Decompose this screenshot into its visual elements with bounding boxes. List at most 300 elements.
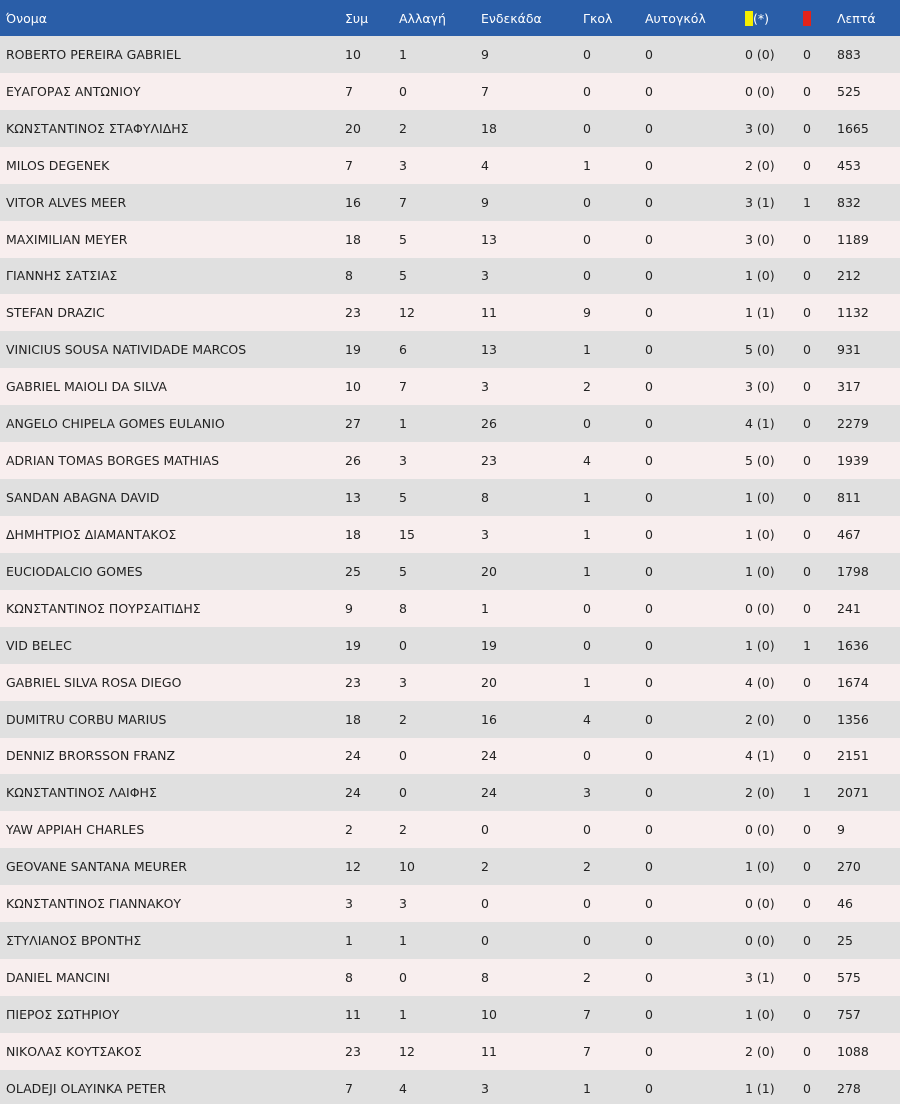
table-row xyxy=(0,590,900,627)
red-cards-cell: 0 xyxy=(803,157,811,173)
sub-cell: 12 xyxy=(399,305,415,321)
yellow-cards-cell: 1 (0) xyxy=(745,563,775,579)
goals-cell: 9 xyxy=(583,305,591,321)
own-goals-cell: 0 xyxy=(645,748,653,764)
table-row xyxy=(0,147,900,184)
minutes-cell: 811 xyxy=(837,490,861,506)
minutes-cell: 1189 xyxy=(837,231,869,247)
col-header-starts[interactable]: Ενδεκάδα xyxy=(481,10,542,26)
apps-cell: 8 xyxy=(345,970,353,985)
apps-cell: 27 xyxy=(345,416,361,432)
apps-cell: 8 xyxy=(345,268,353,284)
red-cards-cell: 0 xyxy=(803,526,811,542)
red-cards-cell: 0 xyxy=(803,563,811,579)
goals-cell: 3 xyxy=(583,785,591,801)
own-goals-cell: 0 xyxy=(645,46,653,62)
table-row xyxy=(0,221,900,258)
player-name-cell[interactable]: EUCIODALCIO GOMES xyxy=(6,563,143,579)
red-cards-cell: 0 xyxy=(803,46,811,62)
sub-cell: 1 xyxy=(399,46,407,62)
starts-cell: 3 xyxy=(481,526,489,542)
starts-cell: 4 xyxy=(481,157,489,173)
yellow-cards-cell: 1 (0) xyxy=(745,490,775,506)
goals-cell: 1 xyxy=(583,342,591,358)
red-cards-cell: 0 xyxy=(803,748,811,764)
player-name-cell[interactable]: SANDAN ABAGNA DAVID xyxy=(6,490,160,506)
goals-cell: 0 xyxy=(583,46,591,62)
red-cards-cell: 0 xyxy=(803,342,811,358)
apps-cell: 10 xyxy=(345,46,361,62)
apps-cell: 19 xyxy=(345,342,361,358)
goals-cell: 4 xyxy=(583,711,591,727)
sub-cell: 5 xyxy=(399,563,407,579)
starts-cell: 11 xyxy=(481,1043,497,1059)
sub-cell: 0 xyxy=(399,637,407,653)
player-name-cell[interactable]: ADRIAN TOMAS BORGES MATHIAS xyxy=(6,453,220,469)
own-goals-cell: 0 xyxy=(645,305,653,321)
goals-cell: 2 xyxy=(583,970,591,985)
sub-cell: 0 xyxy=(399,748,407,764)
player-name-cell[interactable]: ROBERTO PEREIRA GABRIEL xyxy=(6,46,181,62)
minutes-cell: 1798 xyxy=(837,563,869,579)
goals-cell: 7 xyxy=(583,1043,591,1059)
starts-cell: 2 xyxy=(481,859,489,875)
goals-cell: 1 xyxy=(583,674,591,690)
red-cards-cell: 0 xyxy=(803,1006,811,1022)
apps-cell: 18 xyxy=(345,526,361,542)
table-row xyxy=(0,442,900,479)
apps-cell: 20 xyxy=(345,120,361,136)
sub-cell: 1 xyxy=(399,933,407,949)
apps-cell: 19 xyxy=(345,637,361,653)
sub-cell: 15 xyxy=(399,526,415,542)
apps-cell: 24 xyxy=(345,785,361,801)
yellow-cards-cell: 3 (1) xyxy=(745,194,775,210)
own-goals-cell: 0 xyxy=(645,822,653,838)
sub-cell: 2 xyxy=(399,711,407,727)
sub-cell: 10 xyxy=(399,859,415,875)
yellow-cards-cell: 0 (0) xyxy=(745,822,775,838)
own-goals-cell: 0 xyxy=(645,526,653,542)
table-row xyxy=(0,553,900,590)
red-cards-cell: 0 xyxy=(803,859,811,875)
starts-cell: 9 xyxy=(481,194,489,210)
starts-cell: 20 xyxy=(481,674,497,690)
red-cards-cell: 0 xyxy=(803,600,811,616)
minutes-cell: 757 xyxy=(837,1006,861,1022)
yellow-cards-cell: 3 (1) xyxy=(745,970,775,985)
apps-cell: 16 xyxy=(345,194,361,210)
sub-cell: 4 xyxy=(399,1080,407,1096)
yellow-cards-cell: 1 (0) xyxy=(745,1006,775,1022)
table-row xyxy=(0,1070,900,1104)
sub-cell: 2 xyxy=(399,822,407,838)
red-cards-cell: 0 xyxy=(803,1080,811,1096)
sub-cell: 8 xyxy=(399,600,407,616)
player-name-cell[interactable]: ANGELO CHIPELA GOMES EULANIO xyxy=(6,416,225,432)
sub-cell: 0 xyxy=(399,83,407,99)
table-row xyxy=(0,258,900,295)
yellow-cards-cell: 1 (0) xyxy=(745,859,775,875)
apps-cell: 2 xyxy=(345,822,353,838)
apps-cell: 18 xyxy=(345,231,361,247)
own-goals-cell: 0 xyxy=(645,1043,653,1059)
table-row xyxy=(0,664,900,701)
goals-cell: 0 xyxy=(583,637,591,653)
col-header-yellow-cards[interactable] xyxy=(739,0,797,36)
starts-cell: 13 xyxy=(481,231,497,247)
starts-cell: 3 xyxy=(481,268,489,284)
own-goals-cell: 0 xyxy=(645,120,653,136)
sub-cell: 12 xyxy=(399,1043,415,1059)
goals-cell: 2 xyxy=(583,859,591,875)
red-card-icon xyxy=(803,11,811,26)
player-name-cell[interactable]: VITOR ALVES MEER xyxy=(6,194,127,210)
own-goals-cell: 0 xyxy=(645,711,653,727)
red-cards-cell: 1 xyxy=(803,194,811,210)
own-goals-cell: 0 xyxy=(645,674,653,690)
col-header-own-goals[interactable]: Αυτογκόλ xyxy=(645,10,706,26)
minutes-cell: 1088 xyxy=(837,1043,869,1059)
starts-cell: 10 xyxy=(481,1006,497,1022)
table-row xyxy=(0,738,900,775)
minutes-cell: 241 xyxy=(837,600,861,616)
red-cards-cell: 0 xyxy=(803,490,811,506)
minutes-cell: 1665 xyxy=(837,120,869,136)
player-name-cell[interactable]: ΓΙΑΝΝΗΣ ΣΑΤΣΙΑΣ xyxy=(6,268,118,284)
yellow-cards-cell: 1 (0) xyxy=(745,637,775,653)
apps-cell: 12 xyxy=(345,859,361,875)
red-cards-cell: 0 xyxy=(803,822,811,838)
player-name-cell[interactable]: ΕΥΑΓΟΡΑΣ ΑΝΤΩΝΙΟΥ xyxy=(6,83,141,99)
player-name-cell[interactable]: DENNIZ BRORSSON FRANZ xyxy=(6,748,176,764)
col-header-goals[interactable]: Γκολ xyxy=(583,10,613,26)
sub-cell: 5 xyxy=(399,231,407,247)
minutes-cell: 467 xyxy=(837,526,861,542)
own-goals-cell: 0 xyxy=(645,970,653,985)
goals-cell: 0 xyxy=(583,416,591,432)
table-row xyxy=(0,996,900,1033)
table-row xyxy=(0,774,900,811)
yellow-cards-cell: 0 (0) xyxy=(745,46,775,62)
table-row xyxy=(0,959,900,996)
own-goals-cell: 0 xyxy=(645,1080,653,1096)
red-cards-cell: 0 xyxy=(803,1043,811,1059)
table-row xyxy=(0,516,900,553)
goals-cell: 1 xyxy=(583,490,591,506)
player-name-cell[interactable]: VID BELEC xyxy=(6,637,72,653)
starts-cell: 13 xyxy=(481,342,497,358)
red-cards-cell: 0 xyxy=(803,231,811,247)
player-name-cell[interactable]: OLADEJI OLAYINKA PETER xyxy=(6,1080,167,1096)
table-row xyxy=(0,885,900,922)
red-cards-cell: 0 xyxy=(803,674,811,690)
table-row xyxy=(0,294,900,331)
goals-cell: 0 xyxy=(583,933,591,949)
apps-cell: 13 xyxy=(345,490,361,506)
col-header-apps[interactable]: Συμ xyxy=(345,10,369,26)
minutes-cell: 453 xyxy=(837,157,861,173)
goals-cell: 0 xyxy=(583,748,591,764)
starts-cell: 18 xyxy=(481,120,497,136)
player-name-cell[interactable]: YAW APPIAH CHARLES xyxy=(6,822,145,838)
apps-cell: 23 xyxy=(345,674,361,690)
own-goals-cell: 0 xyxy=(645,379,653,395)
starts-cell: 16 xyxy=(481,711,497,727)
yellow-cards-cell: 2 (0) xyxy=(745,785,775,801)
own-goals-cell: 0 xyxy=(645,416,653,432)
minutes-cell: 575 xyxy=(837,970,861,985)
table-header-row xyxy=(0,0,900,36)
minutes-cell: 1132 xyxy=(837,305,869,321)
own-goals-cell: 0 xyxy=(645,453,653,469)
red-cards-cell: 0 xyxy=(803,120,811,136)
starts-cell: 7 xyxy=(481,83,489,99)
red-cards-cell: 0 xyxy=(803,711,811,727)
yellow-cards-cell: 0 (0) xyxy=(745,933,775,949)
minutes-cell: 832 xyxy=(837,194,861,210)
table-row xyxy=(0,479,900,516)
player-name-cell[interactable]: GABRIEL MAIOLI DA SILVA xyxy=(6,379,167,395)
starts-cell: 0 xyxy=(481,822,489,838)
minutes-cell: 525 xyxy=(837,83,861,99)
yellow-cards-cell: 2 (0) xyxy=(745,1043,775,1059)
starts-cell: 26 xyxy=(481,416,497,432)
player-name-cell[interactable]: ΚΩΝΣΤΑΝΤΙΝΟΣ ΣΤΑΦΥΛΙΔΗΣ xyxy=(6,120,189,136)
yellow-cards-cell: 1 (1) xyxy=(745,305,775,321)
player-name-cell[interactable]: GABRIEL SILVA ROSA DIEGO xyxy=(6,674,182,690)
own-goals-cell: 0 xyxy=(645,933,653,949)
player-name-cell[interactable]: STEFAN DRAZIC xyxy=(6,305,105,321)
yellow-cards-cell: 4 (1) xyxy=(745,416,775,432)
minutes-cell: 9 xyxy=(837,822,845,838)
sub-cell: 6 xyxy=(399,342,407,358)
table-row xyxy=(0,701,900,738)
col-header-minutes[interactable]: Λεπτά xyxy=(837,10,876,26)
own-goals-cell: 0 xyxy=(645,600,653,616)
goals-cell: 1 xyxy=(583,1080,591,1096)
starts-cell: 23 xyxy=(481,453,497,469)
apps-cell: 23 xyxy=(345,1043,361,1059)
red-cards-cell: 0 xyxy=(803,268,811,284)
goals-cell: 1 xyxy=(583,526,591,542)
col-header-name[interactable]: Όνομα xyxy=(6,10,47,26)
goals-cell: 0 xyxy=(583,83,591,99)
table-row xyxy=(0,331,900,368)
minutes-cell: 317 xyxy=(837,379,861,395)
minutes-cell: 212 xyxy=(837,268,861,284)
table-row xyxy=(0,848,900,885)
own-goals-cell: 0 xyxy=(645,194,653,210)
apps-cell: 26 xyxy=(345,453,361,469)
goals-cell: 0 xyxy=(583,231,591,247)
goals-cell: 0 xyxy=(583,896,591,912)
starts-cell: 11 xyxy=(481,305,497,321)
minutes-cell: 1674 xyxy=(837,674,869,690)
own-goals-cell: 0 xyxy=(645,637,653,653)
player-name-cell[interactable]: DUMITRU CORBU MARIUS xyxy=(6,711,167,727)
yellow-card-icon xyxy=(745,11,753,26)
minutes-cell: 1939 xyxy=(837,453,869,469)
yellow-cards-cell: 3 (0) xyxy=(745,120,775,136)
apps-cell: 7 xyxy=(345,157,353,173)
minutes-cell: 1636 xyxy=(837,637,869,653)
table-row xyxy=(0,184,900,221)
table-body xyxy=(0,36,900,1104)
player-name-cell[interactable]: ΚΩΝΣΤΑΝΤΙΝΟΣ ΠΟΥΡΣΑΙΤΙΔΗΣ xyxy=(6,600,201,616)
col-header-sub[interactable]: Αλλαγή xyxy=(399,10,446,26)
sub-cell: 3 xyxy=(399,674,407,690)
minutes-cell: 883 xyxy=(837,46,861,62)
red-cards-cell: 0 xyxy=(803,416,811,432)
red-cards-cell: 0 xyxy=(803,83,811,99)
own-goals-cell: 0 xyxy=(645,859,653,875)
table-row xyxy=(0,811,900,848)
yellow-cards-cell: 3 (0) xyxy=(745,379,775,395)
sub-cell: 1 xyxy=(399,1006,407,1022)
sub-cell: 7 xyxy=(399,194,407,210)
yellow-cards-cell: 0 (0) xyxy=(745,896,775,912)
goals-cell: 1 xyxy=(583,157,591,173)
col-header-red-cards[interactable] xyxy=(797,0,831,36)
red-cards-cell: 0 xyxy=(803,379,811,395)
sub-cell: 7 xyxy=(399,379,407,395)
apps-cell: 7 xyxy=(345,83,353,99)
yellow-cards-cell: 1 (0) xyxy=(745,268,775,284)
player-name-cell[interactable]: GEOVANE SANTANA MEURER xyxy=(6,859,187,875)
goals-cell: 4 xyxy=(583,453,591,469)
own-goals-cell: 0 xyxy=(645,563,653,579)
yellow-cards-cell: 1 (0) xyxy=(745,526,775,542)
yellow-cards-cell: 0 (0) xyxy=(745,83,775,99)
table-row xyxy=(0,1033,900,1070)
apps-cell: 9 xyxy=(345,600,353,616)
yellow-cards-cell: 1 (1) xyxy=(745,1080,775,1096)
sub-cell: 0 xyxy=(399,970,407,985)
red-cards-cell: 0 xyxy=(803,933,811,949)
goals-cell: 0 xyxy=(583,822,591,838)
starts-cell: 24 xyxy=(481,785,497,801)
goals-cell: 0 xyxy=(583,268,591,284)
player-name-cell[interactable]: ΚΩΝΣΤΑΝΤΙΝΟΣ ΛΑΙΦΗΣ xyxy=(6,785,157,801)
apps-cell: 10 xyxy=(345,379,361,395)
yellow-cards-cell: 4 (1) xyxy=(745,748,775,764)
own-goals-cell: 0 xyxy=(645,490,653,506)
red-cards-cell: 0 xyxy=(803,896,811,912)
goals-cell: 0 xyxy=(583,194,591,210)
player-name-cell[interactable]: MAXIMILIAN MEYER xyxy=(6,231,128,247)
apps-cell: 23 xyxy=(345,305,361,321)
goals-cell: 0 xyxy=(583,120,591,136)
yellow-cards-cell: 4 (0) xyxy=(745,674,775,690)
table-row xyxy=(0,368,900,405)
sub-cell: 3 xyxy=(399,453,407,469)
starts-cell: 3 xyxy=(481,379,489,395)
player-name-cell[interactable]: VINICIUS SOUSA NATIVIDADE MARCOS xyxy=(6,342,247,358)
red-cards-cell: 0 xyxy=(803,970,811,985)
minutes-cell: 278 xyxy=(837,1080,861,1096)
sub-cell: 3 xyxy=(399,157,407,173)
minutes-cell: 931 xyxy=(837,342,861,358)
yellow-cards-cell: 5 (0) xyxy=(745,453,775,469)
apps-cell: 25 xyxy=(345,563,361,579)
minutes-cell: 2279 xyxy=(837,416,869,432)
goals-cell: 7 xyxy=(583,1006,591,1022)
sub-cell: 3 xyxy=(399,896,407,912)
minutes-cell: 1356 xyxy=(837,711,869,727)
yellow-card-suffix: (*) xyxy=(753,11,770,26)
table-row xyxy=(0,110,900,147)
player-name-cell[interactable]: DANIEL MANCINI xyxy=(6,970,110,985)
yellow-cards-cell: 5 (0) xyxy=(745,342,775,358)
sub-cell: 1 xyxy=(399,416,407,432)
table-row xyxy=(0,922,900,959)
player-name-cell[interactable]: ΠΙΕΡΟΣ ΣΩΤΗΡΙΟΥ xyxy=(6,1006,120,1022)
starts-cell: 3 xyxy=(481,1080,489,1096)
starts-cell: 19 xyxy=(481,637,497,653)
own-goals-cell: 0 xyxy=(645,157,653,173)
player-name-cell[interactable]: ΚΩΝΣΤΑΝΤΙΝΟΣ ΓΙΑΝΝΑΚΟΥ xyxy=(6,896,182,912)
starts-cell: 1 xyxy=(481,600,489,616)
own-goals-cell: 0 xyxy=(645,785,653,801)
goals-cell: 2 xyxy=(583,379,591,395)
apps-cell: 7 xyxy=(345,1080,353,1096)
yellow-cards-cell: 0 (0) xyxy=(745,600,775,616)
player-name-cell[interactable]: ΝΙΚΟΛΑΣ ΚΟΥΤΣΑΚΟΣ xyxy=(6,1043,142,1059)
apps-cell: 24 xyxy=(345,748,361,764)
table-row xyxy=(0,36,900,73)
own-goals-cell: 0 xyxy=(645,83,653,99)
starts-cell: 0 xyxy=(481,896,489,912)
red-cards-cell: 1 xyxy=(803,785,811,801)
own-goals-cell: 0 xyxy=(645,268,653,284)
red-cards-cell: 0 xyxy=(803,305,811,321)
table-row xyxy=(0,405,900,442)
sub-cell: 2 xyxy=(399,120,407,136)
minutes-cell: 25 xyxy=(837,933,853,949)
sub-cell: 0 xyxy=(399,785,407,801)
starts-cell: 9 xyxy=(481,46,489,62)
apps-cell: 18 xyxy=(345,711,361,727)
minutes-cell: 46 xyxy=(837,896,853,912)
minutes-cell: 2071 xyxy=(837,785,869,801)
minutes-cell: 270 xyxy=(837,859,861,875)
starts-cell: 24 xyxy=(481,748,497,764)
yellow-cards-cell: 2 (0) xyxy=(745,711,775,727)
apps-cell: 3 xyxy=(345,896,353,912)
apps-cell: 1 xyxy=(345,933,353,949)
sub-cell: 5 xyxy=(399,490,407,506)
goals-cell: 0 xyxy=(583,600,591,616)
player-name-cell[interactable]: ΔΗΜΗΤΡΙΟΣ ΔΙΑΜΑΝΤΑΚΟΣ xyxy=(6,526,177,542)
starts-cell: 20 xyxy=(481,563,497,579)
yellow-cards-cell: 2 (0) xyxy=(745,157,775,173)
red-cards-cell: 0 xyxy=(803,453,811,469)
table-row xyxy=(0,73,900,110)
player-name-cell[interactable]: MILOS DEGENEK xyxy=(6,157,110,173)
goals-cell: 1 xyxy=(583,563,591,579)
own-goals-cell: 0 xyxy=(645,231,653,247)
player-name-cell[interactable]: ΣΤΥΛΙΑΝΟΣ ΒΡΟΝΤΗΣ xyxy=(6,933,142,949)
sub-cell: 5 xyxy=(399,268,407,284)
table-row xyxy=(0,627,900,664)
apps-cell: 11 xyxy=(345,1006,361,1022)
own-goals-cell: 0 xyxy=(645,342,653,358)
starts-cell: 8 xyxy=(481,490,489,506)
starts-cell: 0 xyxy=(481,933,489,949)
own-goals-cell: 0 xyxy=(645,1006,653,1022)
red-cards-cell: 1 xyxy=(803,637,811,653)
